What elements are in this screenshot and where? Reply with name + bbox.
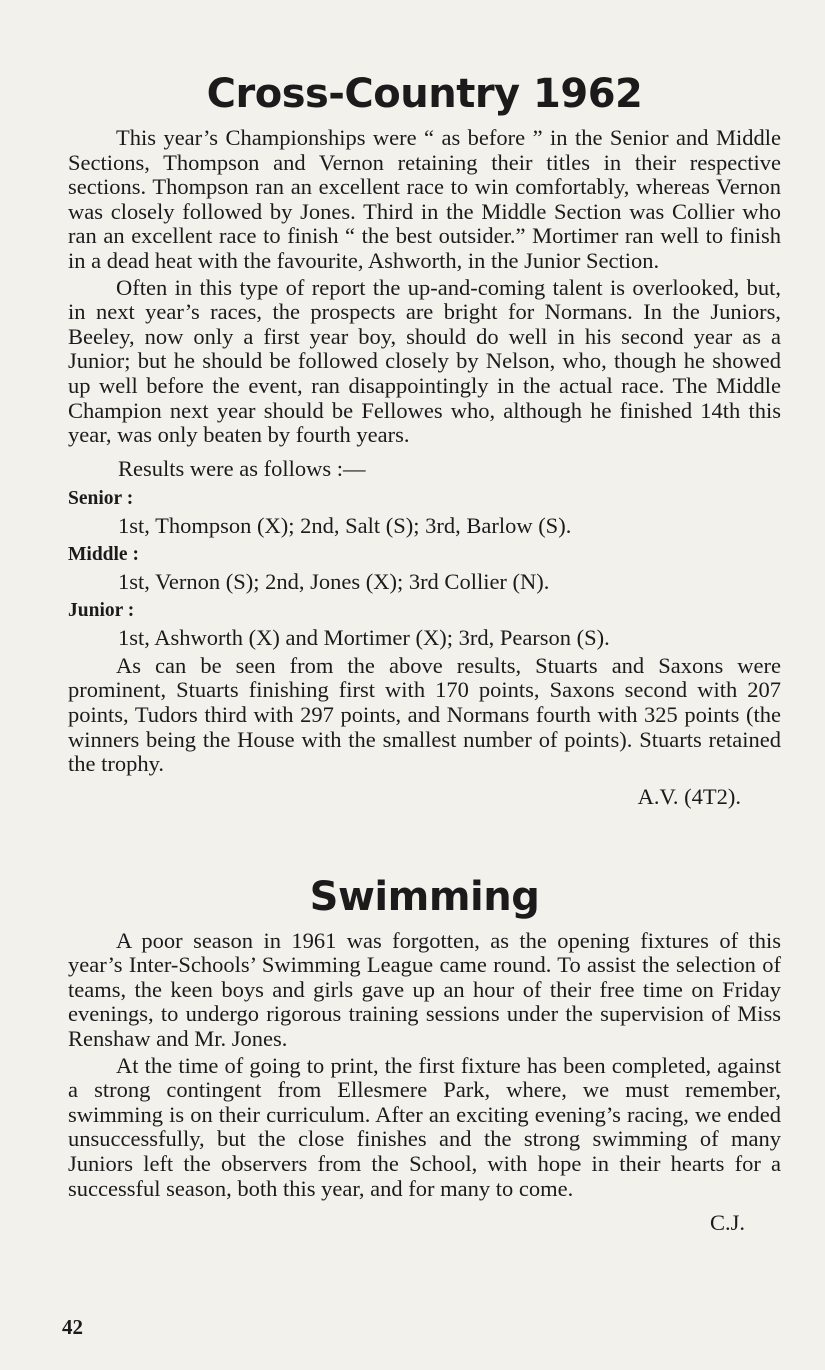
swimming-signature: C.J. [709, 1210, 745, 1236]
results-middle-heading: Middle : [68, 543, 139, 565]
results-junior-line: 1st, Ashworth (X) and Mortimer (X); 3rd, Pearson (S). [118, 624, 610, 650]
cross-country-signature: A.V. (4T2). [637, 783, 741, 809]
results-middle-line: 1st, Vernon (S); 2nd, Jones (X); 3rd Collier (N). [118, 568, 550, 594]
cross-country-title: Cross-Country 1962 [206, 71, 643, 117]
results-junior [68, 598, 781, 652]
page-number: 42 [62, 1315, 83, 1339]
swimming-title: Swimming [309, 873, 540, 920]
results-middle [68, 542, 781, 596]
results-senior-line: 1st, Thompson (X); 2nd, Salt (S); 3rd, Barlow (S). [118, 512, 572, 538]
cross-country-section [68, 70, 781, 811]
cross-country-closing: As can be seen from the above results, Stuarts and Saxons were prominent, Stuarts finishing first with 170 points, Saxons second with 207 points, Tudors third with 297 points, and Normans fourth with 325 points (the winners being the House with the smallest number of points). Stuarts retained the trophy. [68, 652, 781, 777]
swimming-paragraph-1: A poor season in 1961 was forgotten, as the opening fixtures of this year’s Inter-Schools’ Swimming League came round. To assist the selection of teams, the keen boys and girls gave up an hour of their free time on Friday evenings, to undergo rigorous training sessions under the supervision of Miss Renshaw and Mr. Jones. [68, 927, 781, 1052]
swimming-section [68, 873, 781, 1238]
results-junior-heading: Junior : [68, 599, 135, 621]
cross-country-paragraph-2: Often in this type of report the up-and-coming talent is overlooked, but, in next year’s races, the prospects are bright for Normans. In the Juniors, Beeley, now only a first year boy, should do well in his second year as a Junior; but he should be followed closely by Nelson, who, though he showed up well before the event, ran disappointingly in the actual race. The Middle Champion next year should be Fellowes who, although he finished 14th this year, was only beaten by fourth years. [68, 274, 781, 448]
results-intro: Results were as follows :— [118, 455, 366, 481]
results-senior [68, 486, 781, 540]
cross-country-paragraph-1: This year’s Championships were “ as before ” in the Senior and Middle Sections, Thompson and Vernon retaining their titles in their respective sections. Thompson ran an excellent race to win comfortably, whereas Vernon was closely followed by Jones. Third in the Middle Section was Collier who ran an excellent race to finish “ the best outsider.” Mortimer ran well to finish in a dead heat with the favourite, Ashworth, in the Junior Section. [68, 125, 781, 273]
swimming-paragraph-2: At the time of going to print, the first fixture has been completed, against a strong contingent from Ellesmere Park, where, we must remember, swimming is on their curriculum. After an exciting evening’s racing, we ended unsuccessfully, but the close finishes and the strong swimming of many Juniors left the observers from the School, with hope in their hearts for a successful season, both this year, and for many to come. [68, 1052, 781, 1201]
results-senior-heading: Senior : [68, 487, 134, 509]
